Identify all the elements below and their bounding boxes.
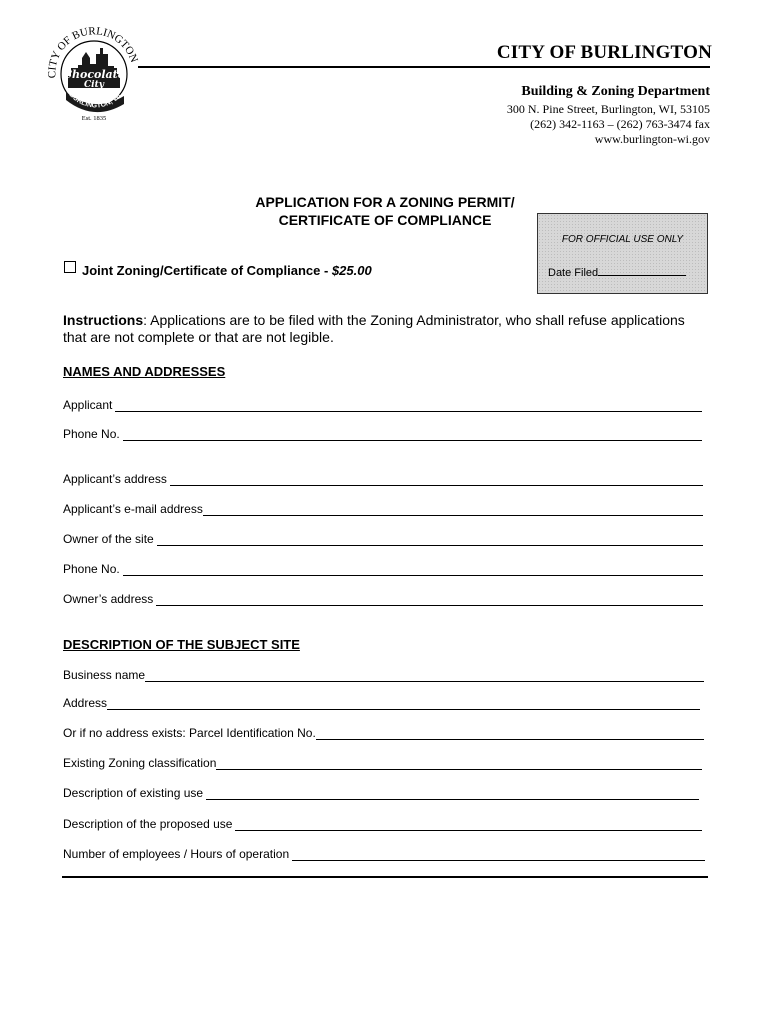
business-name-input-line[interactable]	[145, 669, 704, 682]
owner-phone-field	[63, 560, 703, 576]
instructions-paragraph	[63, 312, 703, 346]
date-filed-line	[598, 265, 686, 276]
joint-zoning-option-label	[82, 263, 372, 278]
proposed-use-input-line[interactable]	[235, 818, 702, 831]
field-label: Business name	[63, 668, 146, 682]
field-label: Number of employees / Hours of operation	[63, 847, 290, 861]
department-name: Building & Zoning Department	[521, 84, 710, 99]
seal-ribbon-text: BURLINGTON, WI	[67, 91, 123, 110]
applicant-email-field	[63, 500, 703, 516]
header-divider	[138, 66, 710, 68]
proposed-use-field	[63, 815, 702, 831]
field-label: Existing Zoning classification	[63, 756, 217, 770]
parcel-id-input-line[interactable]	[316, 727, 704, 740]
applicant-input-line[interactable]	[115, 399, 702, 412]
field-label: Phone No.	[63, 562, 120, 576]
field-label: Description of the proposed use	[63, 817, 233, 831]
zoning-classification-field	[63, 754, 702, 770]
joint-zoning-text: Joint Zoning/Certificate of Compliance -	[82, 263, 332, 278]
employees-hours-input-line[interactable]	[292, 848, 705, 861]
field-label: Applicant	[63, 398, 113, 412]
seal-center-text-2: City	[84, 80, 104, 90]
date-filed-label: Date Filed	[548, 267, 599, 279]
department-phone: (262) 342-1163 – (262) 763-3474 fax	[530, 117, 710, 131]
parcel-id-field	[63, 724, 704, 740]
owner-address-input-line[interactable]	[156, 593, 703, 606]
existing-use-input-line[interactable]	[206, 787, 699, 800]
existing-use-field	[63, 784, 699, 800]
field-label: Phone No.	[63, 427, 120, 441]
bottom-divider	[62, 876, 708, 878]
site-owner-field	[63, 530, 703, 546]
joint-zoning-price: $25.00	[331, 263, 372, 278]
owner-phone-input-line[interactable]	[123, 563, 703, 576]
field-label: Owner of the site	[63, 532, 154, 546]
field-label: Applicant’s address	[63, 472, 167, 486]
seal-est-text: Est. 1835	[81, 115, 107, 122]
applicant-phone-input-line[interactable]	[123, 428, 702, 441]
city-title: CITY OF BURLINGTON	[496, 42, 712, 63]
official-use-box	[537, 213, 708, 294]
employees-hours-field	[63, 845, 705, 861]
instructions-text: : Applications are to be filed with the Zoning Administrator, who shall refuse applications that are not complete or that are not legible.	[63, 312, 685, 345]
seal-center-text-1: Chocolate	[63, 68, 125, 81]
applicant-field	[63, 396, 702, 412]
field-label: Address	[63, 696, 108, 710]
department-address: 300 N. Pine Street, Burlington, WI, 53105	[506, 102, 710, 116]
zoning-classification-input-line[interactable]	[216, 757, 702, 770]
field-label: Description of existing use	[63, 786, 204, 800]
field-label: Applicant’s e-mail address	[63, 502, 203, 516]
field-label: Or if no address exists: Parcel Identification No.	[63, 726, 316, 740]
owner-address-field	[63, 590, 703, 606]
seal-arc-text: CITY OF BURLINGTON	[46, 25, 140, 79]
applicant-address-field	[63, 470, 703, 486]
joint-zoning-checkbox[interactable]	[64, 261, 76, 273]
city-seal-logo	[40, 18, 148, 126]
business-name-field	[63, 666, 704, 682]
site-address-field	[63, 694, 700, 710]
field-label: Owner’s address	[63, 592, 154, 606]
application-title-line-2: CERTIFICATE OF COMPLIANCE	[278, 212, 492, 228]
date-filed-field	[548, 265, 686, 279]
applicant-phone-field	[63, 425, 702, 441]
applicant-address-input-line[interactable]	[170, 473, 703, 486]
application-title-line-1: APPLICATION FOR A ZONING PERMIT/	[255, 194, 515, 210]
official-use-label: FOR OFFICIAL USE ONLY	[561, 234, 684, 245]
subject-site-heading: DESCRIPTION OF THE SUBJECT SITE	[63, 637, 300, 652]
applicant-email-input-line[interactable]	[203, 503, 703, 516]
department-website: www.burlington-wi.gov	[594, 132, 710, 146]
site-owner-input-line[interactable]	[157, 533, 703, 546]
site-address-input-line[interactable]	[107, 697, 700, 710]
names-addresses-heading: NAMES AND ADDRESSES	[63, 364, 226, 379]
instructions-heading: Instructions	[63, 312, 144, 328]
